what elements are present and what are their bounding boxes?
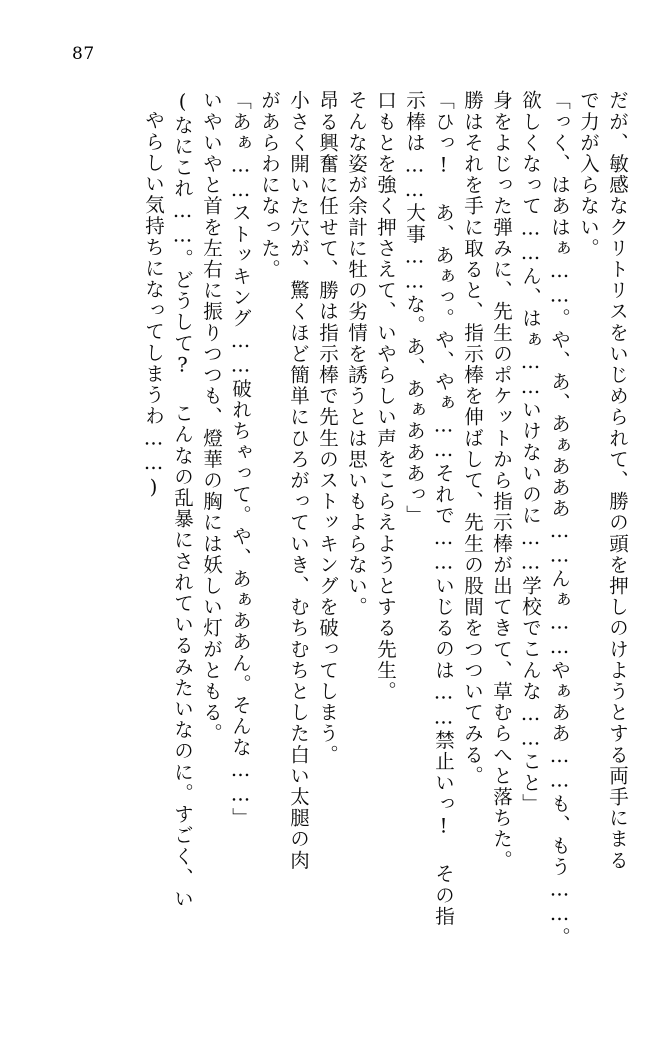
page-number: 87 <box>72 44 95 64</box>
text-line: そんな姿が余計に牡の劣情を誘うとは思いもよらない。 <box>345 90 368 618</box>
text-line: 示棒は……大事……な。あ、あぁあああっ」 <box>403 90 426 526</box>
text-line: があらわになった。 <box>258 90 281 280</box>
text-line: 「ひっ! あ、あぁっ。や、やぁ……それで……いじるのは……禁止いっ! その指 <box>432 90 455 927</box>
text-line: 「あぁ……ストッキング……破れちゃって。や、あぁああん。そんな……」 <box>229 90 252 829</box>
vertical-text-body <box>36 90 632 1010</box>
text-line: 昂る興奮に任せて、勝は指示棒で先生のストッキングを破ってしまう。 <box>316 90 339 766</box>
text-line: (なにこれ……。どうして? こんなの乱暴にされているみたいなのに。すごく、い <box>171 90 194 910</box>
text-line: で力が入らない。 <box>577 90 600 259</box>
text-line: だが、敏感なクリトリスをいじめられて、勝の頭を押しのけようとする両手にまる <box>606 90 629 871</box>
text-line: いやいやと首を左右に振りつつも、燈華の胸には妖しい灯がともる。 <box>200 90 223 745</box>
text-line: 身をよじった弾みに、先生のポケットから指示棒が出てきて、草むらへと落ちた。 <box>490 90 513 871</box>
text-line: 口もとを強く押さえて、いやらしい声をこらえようとする先生。 <box>374 90 397 702</box>
text-line: 「っく、はあはぁ……。や、あ、あぁあああ……んぁ……やぁああ……も、もう……。 <box>548 90 571 948</box>
text-line: 欲しくなって……ん、はぁ……いけないのに……学校でこんな……こと」 <box>519 90 542 815</box>
text-line: やらしい気持ちになってしまうわ……) <box>142 110 165 501</box>
text-line: 小さく開いた穴が、驚くほど簡単にひろがっていき、むちむちとした白い太腿の肉 <box>287 90 310 871</box>
text-line: 勝はそれを手に取ると、指示棒を伸ばして、先生の股間をつついてみる。 <box>461 90 484 787</box>
